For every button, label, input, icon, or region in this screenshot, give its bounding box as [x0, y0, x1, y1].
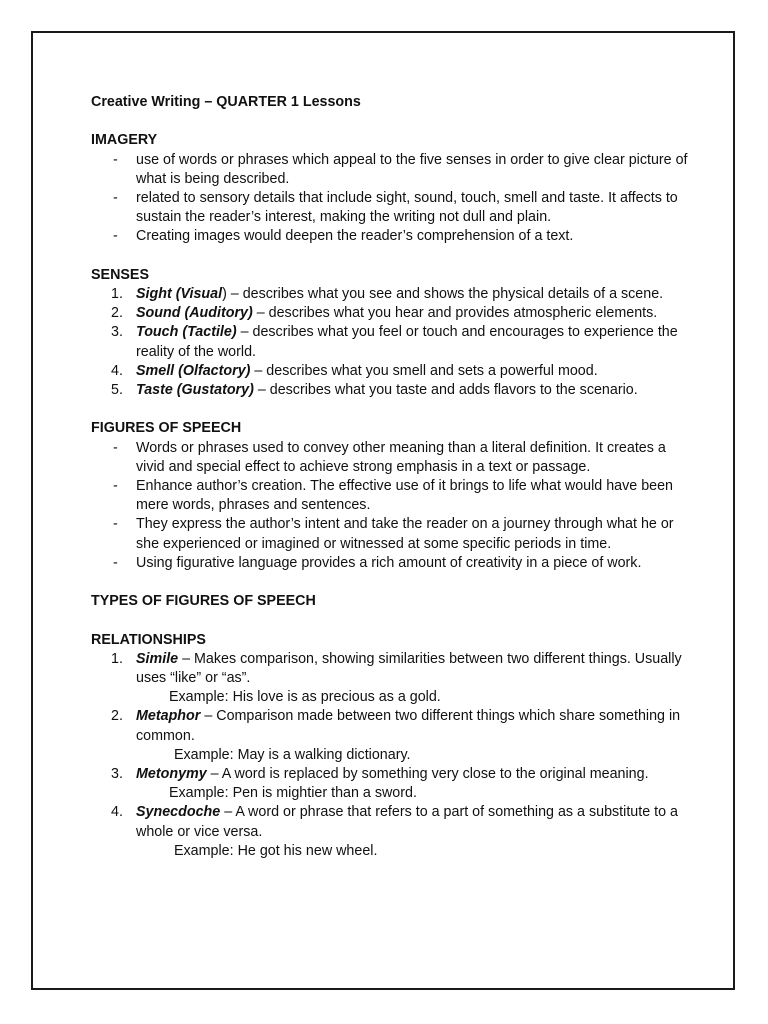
- heading-figures-of-speech: FIGURES OF SPEECH: [91, 420, 242, 437]
- list-item: - related to sensory details that include sight, sound, touch, smell and taste. It affects to sustain the reader’s interest, making the writing not dull and plain.: [113, 190, 678, 226]
- list-item: - Enhance author’s creation. The effective use of it brings to life what would have been mere words, phrases and sentences.: [113, 478, 674, 514]
- list-item: 2. Sound (Auditory) – describes what you hear and provides atmospheric elements.: [111, 305, 658, 322]
- imagery-list: [91, 151, 691, 247]
- example-line: Example: His love is as precious as a gold.: [169, 689, 441, 706]
- heading-senses: SENSES: [91, 266, 150, 283]
- list-item: 5. Taste (Gustatory) – describes what you taste and adds flavors to the scenario.: [111, 382, 638, 399]
- document-title: Creative Writing – QUARTER 1 Lessons: [91, 94, 361, 110]
- list-item: - They express the author’s intent and take the reader on a journey through what he or she experienced or imagined or witnessed at some specific periods in time.: [113, 516, 674, 552]
- list-item: 3. Metonymy – A word is replaced by something very close to the original meaning. Example: Pen is mightier than a sword.: [91, 765, 691, 803]
- senses-list: [91, 285, 691, 400]
- list-item: 4. Synecdoche – A word or phrase that refers to a part of something as a substitute to a whole or vice versa. Example: He got his new wheel.: [91, 803, 691, 861]
- list-item: - Creating images would deepen the reader’s comprehension of a text.: [113, 228, 574, 245]
- example-line: Example: Pen is mightier than a sword.: [169, 785, 417, 802]
- heading-imagery: IMAGERY: [91, 132, 158, 149]
- list-item: 3. Touch (Tactile) – describes what you feel or touch and encourages to experience the reality of the world.: [111, 324, 678, 360]
- list-item: 2. Metaphor – Comparison made between two different things which share something in common. Example: May is a walking dictionary.: [91, 707, 691, 765]
- figures-list: [91, 439, 691, 573]
- list-item: 1. Simile – Makes comparison, showing similarities between two different things. Usually uses “like” or “as”. Example: His love is as precious as a gold.: [91, 650, 691, 708]
- list-item: 1. Sight (Visual) – describes what you see and shows the physical details of a scene.: [111, 286, 664, 302]
- list-item: - use of words or phrases which appeal to the five senses in order to give clear picture of what is being described.: [113, 151, 688, 187]
- relationships-list: [91, 650, 691, 861]
- document-body: [91, 93, 691, 861]
- list-item: - Words or phrases used to convey other meaning than a literal definition. It creates a vivid and special effect to achieve strong emphasis in a text or passage.: [113, 439, 666, 475]
- heading-relationships: RELATIONSHIPS: [91, 631, 206, 648]
- example-line: Example: He got his new wheel.: [174, 842, 378, 859]
- heading-types-of-figures: TYPES OF FIGURES OF SPEECH: [91, 593, 316, 610]
- list-item: 4. Smell (Olfactory) – describes what you smell and sets a powerful mood.: [111, 362, 598, 379]
- list-item: - Using figurative language provides a rich amount of creativity in a piece of work.: [113, 554, 642, 571]
- example-line: Example: May is a walking dictionary.: [174, 746, 411, 763]
